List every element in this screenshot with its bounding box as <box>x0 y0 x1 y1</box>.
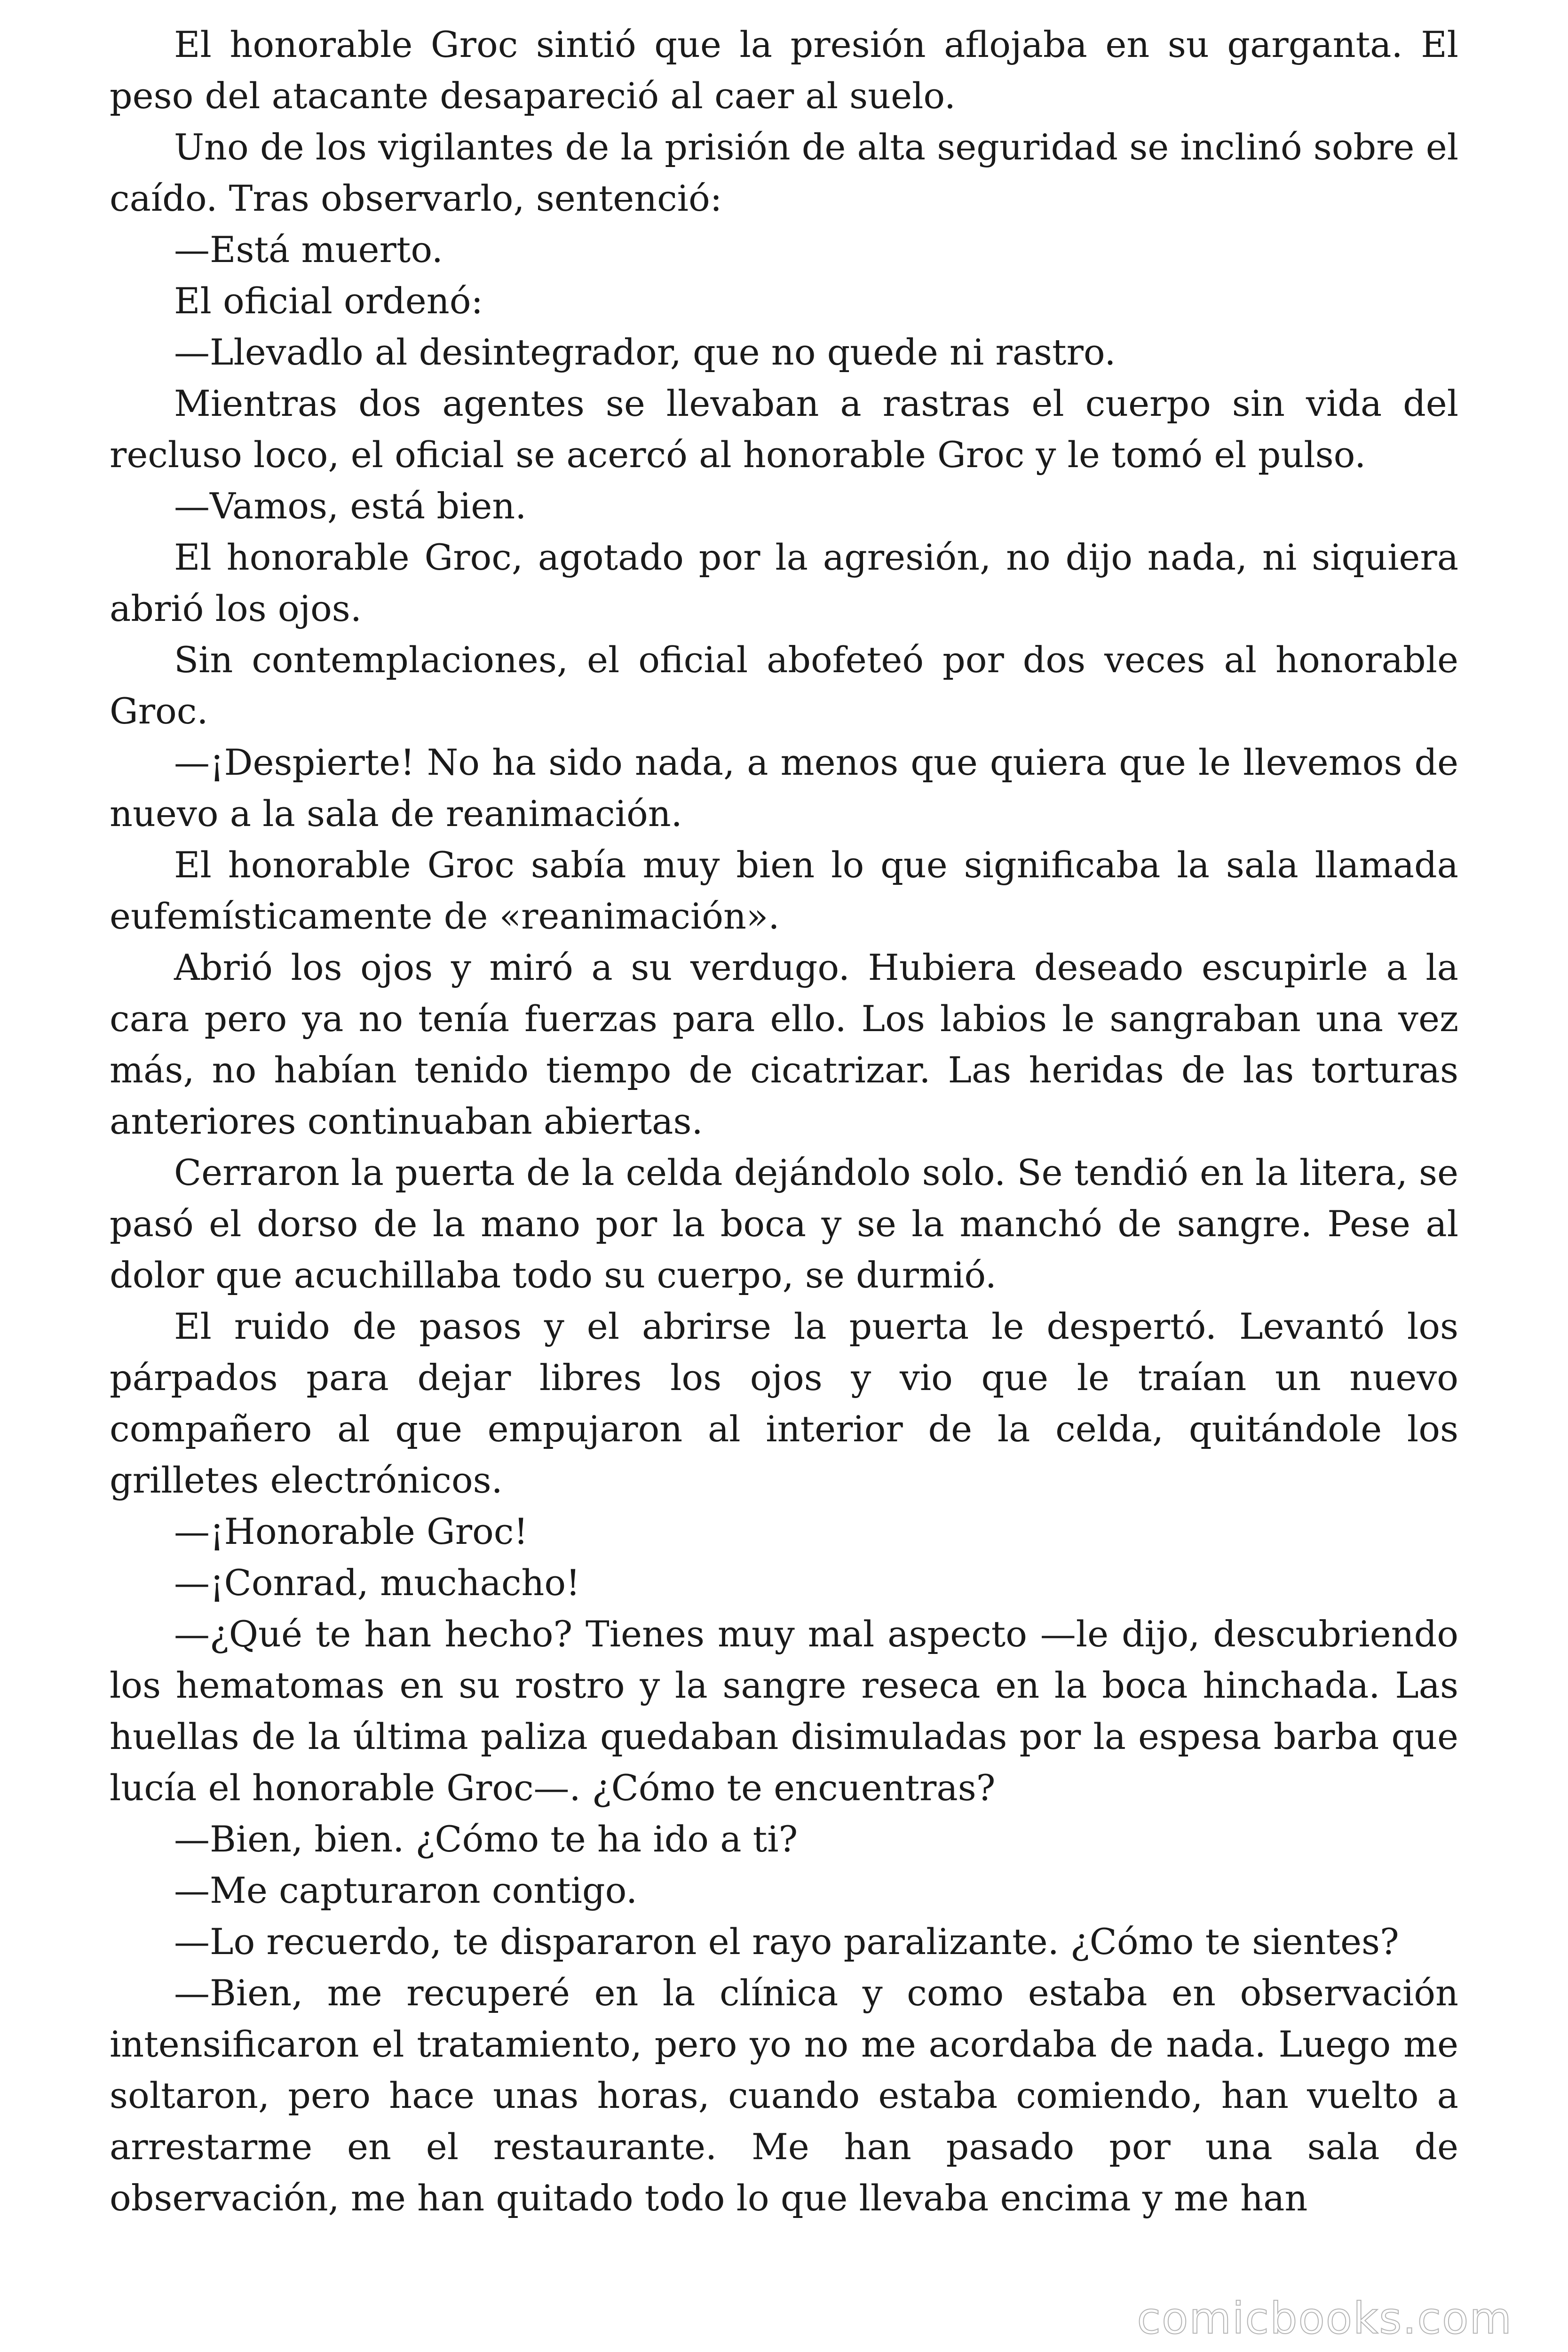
paragraph: —¿Qué te han hecho? Tienes muy mal aspecto —le dijo, descubriendo los hematomas en su rostro y la sangre reseca en la boca hinchada. Las huellas de la última paliza quedaban disimuladas por la espesa barba que lucía el honorable Groc—. ¿Cómo te encuentras? <box>110 1613 1458 1809</box>
paragraph: El ruido de pasos y el abrirse la puerta le despertó. Levantó los párpados para dejar libres los ojos y vio que le traían un nuevo compañero al que empujaron al interior de la celda, quitándole los grilletes electrónicos. <box>110 1305 1458 1501</box>
body-text <box>110 19 1458 2224</box>
paragraph: —Está muerto. <box>174 229 443 270</box>
paragraph: El honorable Groc sabía muy bien lo que significaba la sala llamada eufemísticamente de «reanimación». <box>110 844 1458 937</box>
paragraph: Abrió los ojos y miró a su verdugo. Hubiera deseado escupirle a la cara pero ya no tenía fuerzas para ello. Los labios le sangraban una vez más, no habían tenido tiempo de cicatrizar. Las heridas de las torturas anteriores continuaban abiertas. <box>110 946 1458 1142</box>
paragraph: El honorable Groc sintió que la presión aflojaba en su garganta. El peso del atacante desapareció al caer al suelo. <box>110 24 1458 117</box>
paragraph: Mientras dos agentes se llevaban a rastras el cuerpo sin vida del recluso loco, el oficial se acercó al honorable Groc y le tomó el pulso. <box>110 382 1458 476</box>
paragraph: —Lo recuerdo, te dispararon el rayo paralizante. ¿Cómo te sientes? <box>174 1921 1399 1963</box>
paragraph: —¡Honorable Groc! <box>174 1510 528 1552</box>
paragraph: Uno de los vigilantes de la prisión de alta seguridad se inclinó sobre el caído. Tras observarlo, sentenció: <box>110 126 1458 219</box>
paragraph: —Me capturaron contigo. <box>174 1869 638 1911</box>
paragraph: —Bien, me recuperé en la clínica y como estaba en observación intensificaron el tratamiento, pero yo no me acordaba de nada. Luego me soltaron, pero hace unas horas, cuando estaba comiendo, han vuelto a arrestarme en el restaurante. Me han pasado por una sala de observación, me han quitado todo lo que llevaba encima y me han <box>110 1972 1458 2219</box>
paragraph: —¡Conrad, muchacho! <box>174 1562 580 1604</box>
paragraph: —Llevadlo al desintegrador, que no quede ni rastro. <box>174 331 1116 373</box>
paragraph: El honorable Groc, agotado por la agresión, no dijo nada, ni siquiera abrió los ojos. <box>110 536 1458 629</box>
paragraph: —Vamos, está bien. <box>174 485 527 527</box>
paragraph: El oficial ordenó: <box>174 280 483 322</box>
paragraph: Sin contemplaciones, el oficial abofeteó por dos veces al honorable Groc. <box>110 639 1458 732</box>
paragraph: —¡Despierte! No ha sido nada, a menos que quiera que le llevemos de nuevo a la sala de reanimación. <box>110 741 1458 834</box>
site-watermark: comicbooks.com <box>1137 2293 1513 2344</box>
paragraph: Cerraron la puerta de la celda dejándolo solo. Se tendió en la litera, se pasó el dorso de la mano por la boca y se la manchó de sangre. Pese al dolor que acuchillaba todo su cuerpo, se durmió. <box>110 1152 1458 1296</box>
book-page <box>110 19 1458 2343</box>
paragraph: —Bien, bien. ¿Cómo te ha ido a ti? <box>174 1818 798 1860</box>
